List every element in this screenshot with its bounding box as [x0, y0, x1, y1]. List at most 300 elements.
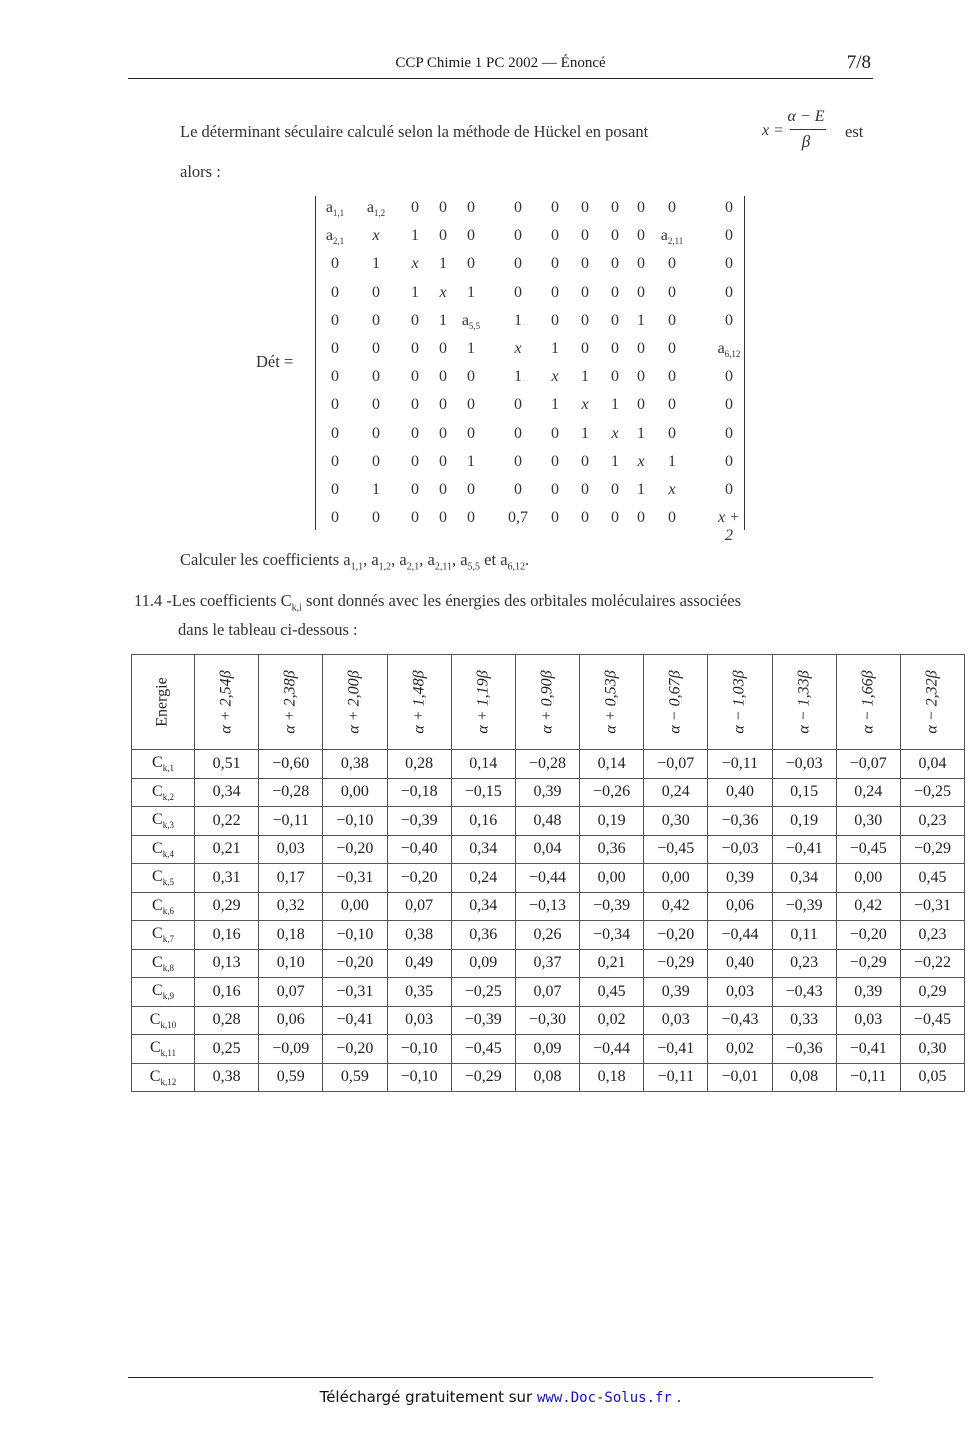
energy-value: α − 1,66β	[859, 670, 877, 734]
x-definition-fraction	[762, 108, 832, 156]
coefficient-value: 0,16	[195, 921, 259, 950]
det-entry: 0	[331, 311, 339, 329]
coefficient-row-label: $C_{k,5}$	[132, 864, 195, 893]
coefficient-value: −0,10	[323, 807, 387, 836]
det-entry: 0	[551, 509, 559, 527]
det-entry: 1	[372, 255, 380, 273]
coefficient-value: 0,36	[580, 835, 644, 864]
det-entry: 0	[611, 255, 619, 273]
coefficient-value: −0,10	[387, 1035, 451, 1064]
coefficient-value: −0,30	[515, 1006, 579, 1035]
coefficient-value: −0,60	[259, 750, 323, 779]
det-entry: x	[514, 340, 522, 357]
coefficient-value: 0,15	[772, 778, 836, 807]
energy-value: α − 0,67β	[666, 670, 684, 734]
coefficient-name: $a_{2,11}$	[427, 550, 452, 573]
coefficient-value: −0,43	[708, 1006, 772, 1035]
coefficient-value: −0,34	[580, 921, 644, 950]
coefficient-value: 0,19	[580, 807, 644, 836]
coefficient-value: 0,32	[259, 892, 323, 921]
coefficient-value: −0,29	[451, 1063, 515, 1092]
coefficient-value: 0,31	[195, 864, 259, 893]
coefficient-value: 0,03	[644, 1006, 708, 1035]
coefficient-value: −0,44	[708, 921, 772, 950]
energy-header-cell	[387, 655, 451, 750]
det-entry: 0	[725, 481, 733, 498]
det-entry: 0	[411, 452, 419, 470]
det-entry: 1	[581, 368, 589, 386]
coefficient-value: −0,18	[387, 778, 451, 807]
coefficient-value: 0,45	[900, 864, 964, 893]
energy-header-cell	[836, 655, 900, 750]
coefficient-row-label: $C_{k,7}$	[132, 921, 195, 950]
coefficient-value: 0,23	[772, 949, 836, 978]
table-row	[132, 1063, 965, 1092]
coefficient-name: $a_{6,12}$	[500, 550, 526, 573]
table-row	[132, 835, 965, 864]
det-entry: 0	[551, 227, 559, 245]
coefficient-name: $a_{2,1}$	[399, 550, 420, 573]
energy-value: α + 0,90β	[538, 670, 556, 734]
det-entry: 0	[581, 227, 589, 245]
det-entry: 0	[411, 396, 419, 414]
det-entry: x	[581, 396, 589, 414]
coefficient-value: 0,21	[580, 949, 644, 978]
coefficient-value: −0,10	[387, 1063, 451, 1092]
det-entry: x	[637, 452, 645, 470]
coefficient-value: −0,41	[772, 835, 836, 864]
coefficient-value: −0,20	[323, 1035, 387, 1064]
footer-end: .	[676, 1388, 682, 1406]
det-entry: 0	[611, 340, 619, 357]
det-entry: x	[551, 368, 559, 386]
energy-header-cell	[323, 655, 387, 750]
table-row	[132, 892, 965, 921]
coefficient-value: 0,39	[836, 978, 900, 1007]
det-entry: 1	[439, 311, 447, 329]
det-entry: 0	[331, 340, 339, 357]
question-11-4	[134, 590, 874, 641]
det-entry: 0	[372, 424, 380, 442]
det-entry: 0	[514, 199, 522, 216]
coefficient-value: −0,20	[387, 864, 451, 893]
coefficient-value: −0,41	[644, 1035, 708, 1064]
det-entry: 0	[551, 424, 559, 442]
coefficient-value: −0,03	[772, 750, 836, 779]
coefficient-value: 0,45	[580, 978, 644, 1007]
det-entry: 0	[514, 396, 522, 414]
det-entry: 0	[611, 509, 619, 527]
det-entry: 1	[611, 396, 619, 414]
coefficient-value: 0,34	[195, 778, 259, 807]
table-row	[132, 921, 965, 950]
det-entry: 0	[725, 396, 733, 414]
det-entry: 0	[331, 452, 339, 470]
coefficient-value: −0,07	[644, 750, 708, 779]
energy-header-cell	[195, 655, 259, 750]
coefficient-value: −0,29	[644, 949, 708, 978]
det-entry: 0	[467, 255, 475, 273]
coefficient-value: −0,43	[772, 978, 836, 1007]
coefficient-value: 0,38	[387, 921, 451, 950]
coefficient-value: 0,10	[259, 949, 323, 978]
coefficient-value: 0,26	[515, 921, 579, 950]
det-entry: 0	[611, 311, 619, 329]
coefficient-value: −0,03	[708, 835, 772, 864]
coefficient-value: 0,40	[708, 949, 772, 978]
det-entry: 0	[372, 452, 380, 470]
det-entry: 1	[611, 452, 619, 470]
coefficient-value: 0,02	[580, 1006, 644, 1035]
coefficient-row-label: $C_{k,4}$	[132, 835, 195, 864]
det-entry: 0	[581, 283, 589, 301]
energy-header-cell	[900, 655, 964, 750]
det-entry: 0	[581, 340, 589, 357]
coefficient-value: −0,36	[772, 1035, 836, 1064]
det-entry: 0	[439, 452, 447, 470]
det-entry: 0,7	[508, 509, 528, 527]
det-entry: 0	[725, 199, 733, 216]
coefficient-value: −0,29	[900, 835, 964, 864]
det-entry: 0	[331, 368, 339, 386]
det-entry: 0	[581, 311, 589, 329]
coefficient-value: −0,40	[387, 835, 451, 864]
det-entry: 0	[551, 311, 559, 329]
footer-link[interactable]: www.Doc-Solus.fr	[537, 1390, 672, 1406]
coefficient-name: $a_{1,2}$	[371, 550, 392, 573]
coefficient-value: 0,11	[772, 921, 836, 950]
det-entry: 0	[372, 283, 380, 301]
coefficient-value: −0,20	[836, 921, 900, 950]
det-entry: 0	[611, 481, 619, 498]
coefficient-value: 0,59	[259, 1063, 323, 1092]
coefficient-value: −0,36	[708, 807, 772, 836]
det-entry: 1	[439, 255, 447, 273]
det-entry: 1	[551, 340, 559, 357]
det-entry: 0	[372, 396, 380, 414]
energy-value: α + 2,54β	[217, 670, 235, 734]
det-entry: 0	[637, 227, 645, 245]
coefficient-value: −0,39	[772, 892, 836, 921]
coefficient-value: −0,26	[580, 778, 644, 807]
coefficient-value: 0,05	[900, 1063, 964, 1092]
det-entry: 0	[551, 283, 559, 301]
det-entry: 1	[372, 481, 380, 498]
det-entry: 0	[411, 311, 419, 329]
det-entry: 0	[439, 227, 447, 245]
det-entry: 0	[467, 227, 475, 245]
coefficient-value: −0,09	[259, 1035, 323, 1064]
coefficient-value: −0,07	[836, 750, 900, 779]
det-entry: 0	[725, 227, 733, 245]
energy-header-row	[132, 655, 965, 750]
det-entry: 0	[611, 368, 619, 386]
coefficient-value: −0,25	[451, 978, 515, 1007]
coefficient-value: 0,16	[451, 807, 515, 836]
det-entry: 0	[514, 255, 522, 273]
det-entry: 0	[637, 255, 645, 273]
q114-line-2: dans le tableau ci-dessous :	[178, 620, 358, 640]
page-number: 7/8	[846, 52, 871, 73]
energy-header-cell	[580, 655, 644, 750]
det-entry: 0	[725, 368, 733, 386]
coefficient-value: 0,23	[900, 807, 964, 836]
coefficient-value: 0,08	[772, 1063, 836, 1092]
det-entry: 1	[467, 452, 475, 470]
coefficient-value: 0,30	[644, 807, 708, 836]
secular-determinant	[315, 196, 745, 545]
det-entry: 0	[637, 283, 645, 301]
coefficient-value: 0,00	[836, 864, 900, 893]
det-entry: 0	[551, 452, 559, 470]
energy-value: α + 2,38β	[281, 670, 299, 734]
det-entry: 0	[467, 509, 475, 527]
table-row	[132, 949, 965, 978]
coefficient-value: 0,33	[772, 1006, 836, 1035]
det-entry: 0	[725, 424, 733, 442]
coefficient-value: −0,28	[515, 750, 579, 779]
coefficient-value: −0,11	[259, 807, 323, 836]
coefficient-value: 0,00	[580, 864, 644, 893]
coefficient-value: 0,09	[515, 1035, 579, 1064]
det-entry: 0	[668, 283, 676, 301]
det-entry: 0	[725, 255, 733, 273]
coefficient-value: 0,03	[708, 978, 772, 1007]
det-entry: 0	[411, 424, 419, 442]
footer-text	[128, 1388, 873, 1406]
det-entry: 1	[411, 283, 419, 301]
coefficient-value: 0,39	[644, 978, 708, 1007]
det-entry: 0	[439, 368, 447, 386]
coefficient-value: 0,04	[515, 835, 579, 864]
energy-corner-cell	[132, 655, 195, 750]
det-entry: 1	[637, 424, 645, 442]
det-entry: $a_{2,11}$	[660, 227, 684, 247]
coefficient-value: 0,28	[387, 750, 451, 779]
coefficient-value: 0,42	[644, 892, 708, 921]
energy-value: α + 1,19β	[474, 670, 492, 734]
det-entry: 0	[514, 283, 522, 301]
det-entry: 0	[411, 340, 419, 357]
coefficient-value: −0,11	[644, 1063, 708, 1092]
coefficient-value: 0,00	[644, 864, 708, 893]
coefficient-row-label: $C_{k,1}$	[132, 750, 195, 779]
coefficient-value: 0,51	[195, 750, 259, 779]
det-entry: 0	[411, 368, 419, 386]
det-entry: 0	[467, 424, 475, 442]
det-entry: x + 2	[718, 509, 740, 545]
coefficient-value: 0,24	[451, 864, 515, 893]
det-entry: 0	[551, 255, 559, 273]
det-entry: x	[668, 481, 676, 498]
coefficient-value: 0,49	[387, 949, 451, 978]
det-entry: 0	[668, 368, 676, 386]
coefficient-value: 0,06	[259, 1006, 323, 1035]
table-row	[132, 750, 965, 779]
det-entry: 1	[551, 396, 559, 414]
coefficient-value: −0,31	[323, 978, 387, 1007]
det-entry: 1	[668, 452, 676, 470]
det-entry: 0	[637, 199, 645, 216]
coefficient-value: −0,13	[515, 892, 579, 921]
q114-line-1b: sont donnés avec les énergies des orbitales moléculaires associées	[301, 591, 742, 610]
det-entry: 0	[514, 227, 522, 245]
energy-value: α − 2,32β	[923, 670, 941, 734]
energy-value: α − 1,33β	[795, 670, 813, 734]
coefficient-value: −0,44	[580, 1035, 644, 1064]
det-entry: 0	[551, 199, 559, 216]
coefficient-value: −0,15	[451, 778, 515, 807]
coefficient-name: $a_{1,1}$	[343, 550, 364, 573]
det-entry: 0	[411, 481, 419, 498]
coefficient-value: 0,19	[772, 807, 836, 836]
det-entry: 1	[467, 340, 475, 357]
coefficient-value: −0,44	[515, 864, 579, 893]
det-entry: 0	[668, 255, 676, 273]
coefficient-value: −0,20	[323, 835, 387, 864]
det-entry: 0	[467, 396, 475, 414]
det-entry: 0	[331, 283, 339, 301]
det-entry: 0	[581, 509, 589, 527]
energy-header-cell	[772, 655, 836, 750]
x-equals: x =	[762, 122, 784, 139]
det-entry: 0	[331, 396, 339, 414]
det-entry: 0	[372, 311, 380, 329]
coefficient-value: −0,45	[451, 1035, 515, 1064]
coefficient-value: 0,08	[515, 1063, 579, 1092]
coefficient-value: 0,37	[515, 949, 579, 978]
det-entry: 0	[439, 481, 447, 498]
det-entry: 0	[668, 311, 676, 329]
coefficient-value: 0,39	[515, 778, 579, 807]
energy-header-cell	[515, 655, 579, 750]
det-entry: 1	[637, 481, 645, 498]
coefficient-value: −0,28	[259, 778, 323, 807]
table-row	[132, 864, 965, 893]
energy-header-cell	[644, 655, 708, 750]
coefficient-value: 0,38	[195, 1063, 259, 1092]
fraction-bar	[790, 129, 826, 130]
det-entry: $a_{2,1}$	[325, 227, 345, 247]
page-header	[128, 52, 873, 79]
coefficient-value: 0,03	[836, 1006, 900, 1035]
coefficient-value: −0,39	[580, 892, 644, 921]
coefficient-value: 0,34	[772, 864, 836, 893]
intro-line-1: Le déterminant séculaire calculé selon la méthode de Hückel en posant	[180, 122, 649, 141]
det-entry: x	[611, 424, 619, 442]
coefficient-name: $a_{5,5}$	[460, 550, 481, 573]
det-entry: 0	[668, 424, 676, 442]
energy-header-cell	[451, 655, 515, 750]
coefficient-row-label: $C_{k,6}$	[132, 892, 195, 921]
coefficient-value: 0,00	[323, 778, 387, 807]
coefficient-value: 0,24	[644, 778, 708, 807]
coefficient-row-label: $C_{k,8}$	[132, 949, 195, 978]
det-entry: 0	[725, 311, 733, 329]
coefficient-value: −0,11	[836, 1063, 900, 1092]
coefficient-table	[131, 654, 965, 1092]
det-entry: 0	[439, 424, 447, 442]
coefficient-value: −0,45	[836, 835, 900, 864]
coefficient-value: 0,42	[836, 892, 900, 921]
coefficient-value: 0,17	[259, 864, 323, 893]
intro-est: est	[845, 122, 864, 141]
det-entry: 0	[668, 396, 676, 414]
coefficient-value: 0,39	[708, 864, 772, 893]
det-entry: 0	[637, 396, 645, 414]
det-entry: 0	[581, 481, 589, 498]
det-entry: 1	[637, 311, 645, 329]
det-entry: 0	[514, 481, 522, 498]
det-entry: 0	[372, 340, 380, 357]
coefficient-row-label: $C_{k,3}$	[132, 807, 195, 836]
coefficient-value: −0,25	[900, 778, 964, 807]
table-row	[132, 1006, 965, 1035]
coefficient-value: −0,01	[708, 1063, 772, 1092]
det-entry: $a_{1,1}$	[325, 199, 345, 219]
coefficient-value: 0,28	[195, 1006, 259, 1035]
det-entry: x	[372, 227, 380, 245]
coefficient-value: 0,18	[259, 921, 323, 950]
det-entry: 0	[551, 481, 559, 498]
det-entry: 0	[331, 424, 339, 442]
coefficient-value: −0,20	[644, 921, 708, 950]
det-entry: 0	[637, 368, 645, 386]
coefficient-value: 0,09	[451, 949, 515, 978]
coefficient-value: 0,03	[387, 1006, 451, 1035]
coefficient-row-label: $C_{k,10}$	[132, 1006, 195, 1035]
coefficient-value: 0,59	[323, 1063, 387, 1092]
coefficient-value: 0,34	[451, 835, 515, 864]
det-entry: 1	[514, 311, 522, 329]
coefficient-value: 0,29	[195, 892, 259, 921]
det-entry: 0	[372, 509, 380, 527]
coefficient-value: −0,45	[900, 1006, 964, 1035]
header-title: CCP Chimie 1 PC 2002 — Énoncé	[395, 55, 606, 71]
det-entry: 0	[611, 227, 619, 245]
det-entry: 0	[668, 509, 676, 527]
coefficient-value: 0,30	[900, 1035, 964, 1064]
det-entry: 0	[467, 199, 475, 216]
det-entry: 0	[637, 340, 645, 357]
det-entry: 0	[372, 368, 380, 386]
coefficient-value: −0,31	[900, 892, 964, 921]
calculate-coefficients-text: Calculer les coefficients $a_{1,1}$, $a_{1,2}$, $a_{2,1}$, $a_{2,11}$, $a_{5,5}$ et $a_{6,12}$.	[180, 550, 530, 573]
coefficient-value: 0,13	[195, 949, 259, 978]
det-entry: 0	[331, 509, 339, 527]
coefficient-value: 0,07	[259, 978, 323, 1007]
coefficient-value: 0,23	[900, 921, 964, 950]
coefficient-value: 0,03	[259, 835, 323, 864]
det-entry: 0	[581, 255, 589, 273]
det-entry: 1	[467, 283, 475, 301]
coefficient-value: 0,16	[195, 978, 259, 1007]
coefficient-value: −0,22	[900, 949, 964, 978]
coefficient-value: −0,20	[323, 949, 387, 978]
det-entry: 0	[611, 283, 619, 301]
coefficient-row-label: $C_{k,2}$	[132, 778, 195, 807]
energy-value: α + 2,00β	[345, 670, 363, 734]
coefficient-value: −0,10	[323, 921, 387, 950]
table-row	[132, 778, 965, 807]
det-entry: 1	[514, 368, 522, 386]
coefficient-value: 0,22	[195, 807, 259, 836]
coefficient-value: −0,41	[323, 1006, 387, 1035]
coefficient-value: 0,38	[323, 750, 387, 779]
det-entry: 0	[331, 481, 339, 498]
energy-header-cell	[708, 655, 772, 750]
det-entry: 0	[668, 199, 676, 216]
